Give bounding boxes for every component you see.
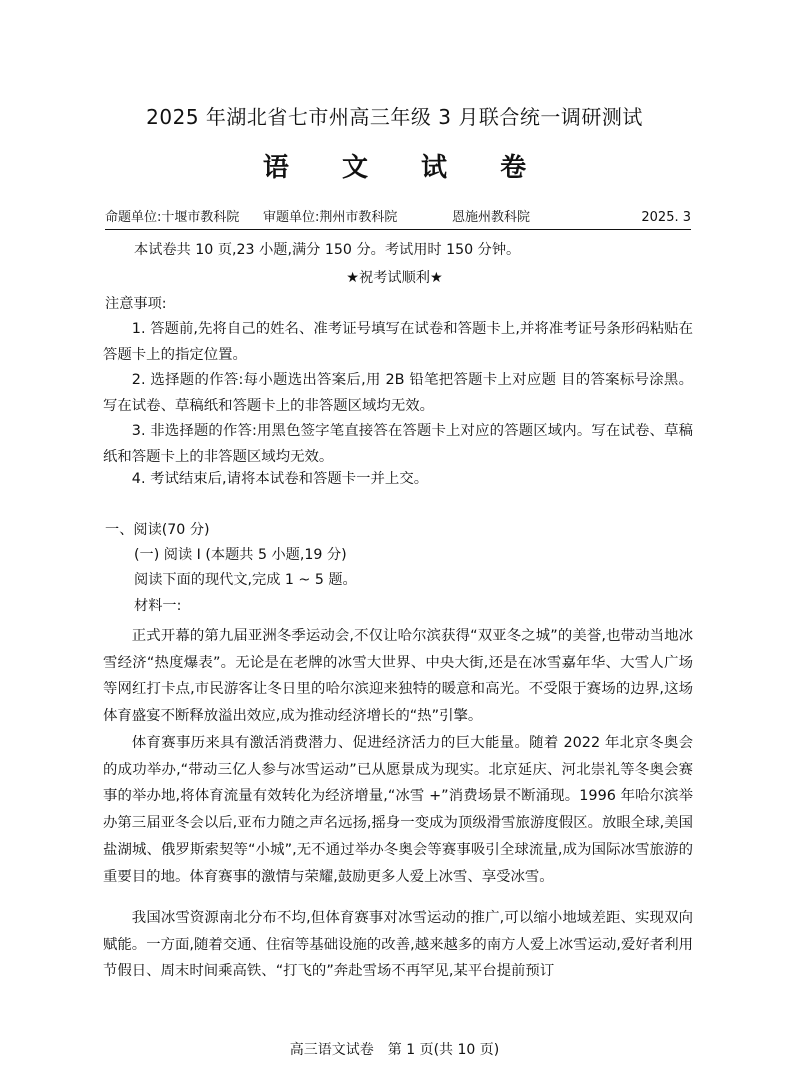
body-paragraph: 正式开幕的第九届亚洲冬季运动会,不仅让哈尔滨获得“双亚冬之城”的美誉,也带动当地冰雪经济“热度爆表”。无论是在老牌的冰雪大世界、中央大街,还是在冰雪嘉年华、大雪人广场等网红打卡点,市民游客让冬日里的哈尔滨迎来独特的暖意和高光。不受限于赛场的边界,这场体育盛宴不断释放溢出效应,成为推动经济增长的“热”引擎。: [103, 628, 693, 725]
exam-title: 2025 年湖北省七市州高三年级 3 月联合统一调研测试: [146, 105, 643, 129]
blessing: ★祝考试顺利★: [346, 270, 443, 286]
reviewer-unit-2: 恩施州教科院: [452, 210, 531, 225]
proposer-unit: 命题单位:十堰市教科院: [105, 210, 240, 225]
note-item: 2. 选择题的作答:每小题选出答案后,用 2B 铅笔把答题卡上对应题 目的答案标号涂黑。写在试卷、草稿纸和答题卡上的非答题区域均无效。: [103, 372, 693, 414]
body-paragraph: 体育赛事历来具有激活消费潜力、促进经济活力的巨大能量。随着 2022 年北京冬奥会的成功举办,“带动三亿人参与冰雪运动”已从愿景成为现实。北京延庆、河北崇礼等冬奥会赛事的举办地,将体育流量有效转化为经济增量,“冰雪 +”消费场景不断涌现。1996 年哈尔滨举办第三届亚冬会以后,亚布力随之声名远扬,摇身一变成为顶级滑雪旅游度假区。放眼全球,美国盐湖城、俄罗斯索契等“小城”,无不通过举办冬奥会等赛事吸引全球流量,成为国际冰雪旅游的重要目的地。体育赛事的激情与荣耀,鼓励更多人爱上冰雪、享受冰雪。: [103, 735, 693, 885]
subject-title: 语 文 试 卷: [262, 153, 549, 183]
notes-heading: 注意事项:: [105, 296, 167, 312]
note-item: 4. 考试结束后,请将本试卷和答题卡一并上交。: [131, 471, 429, 487]
exam-intro: 本试卷共 10 页,23 小题,满分 150 分。考试用时 150 分钟。: [134, 242, 521, 258]
exam-info-line: [105, 208, 691, 230]
exam-date: 2025. 3: [641, 210, 691, 225]
reviewer-unit: 审题单位:荆州市教科院: [263, 210, 398, 225]
body-paragraph: 我国冰雪资源南北分布不均,但体育赛事对冰雪运动的推广,可以缩小地域差距、实现双向赋能。一方面,随着交通、住宿等基础设施的改善,越来越多的南方人爱上冰雪运动,爱好者利用节假日、周末时间乘高铁、“打飞的”奔赴雪场不再罕见,某平台提前预订: [103, 910, 693, 980]
page-footer: 高三语文试卷 第 1 页(共 10 页): [289, 1042, 500, 1058]
note-item: 1. 答题前,先将自己的姓名、准考证号填写在试卷和答题卡上,并将准考证号条形码粘贴在答题卡上的指定位置。: [103, 321, 693, 363]
reading-instruction: 阅读下面的现代文,完成 1 ~ 5 题。: [134, 572, 357, 588]
sub-section-heading: (一) 阅读 Ⅰ (本题共 5 小题,19 分): [134, 547, 347, 563]
material-label: 材料一:: [134, 598, 182, 614]
note-item: 3. 非选择题的作答:用黑色签字笔直接答在答题卡上对应的答题区域内。写在试卷、草稿纸和答题卡上的非答题区域均无效。: [103, 423, 693, 465]
section-heading: 一、阅读(70 分): [105, 522, 210, 538]
